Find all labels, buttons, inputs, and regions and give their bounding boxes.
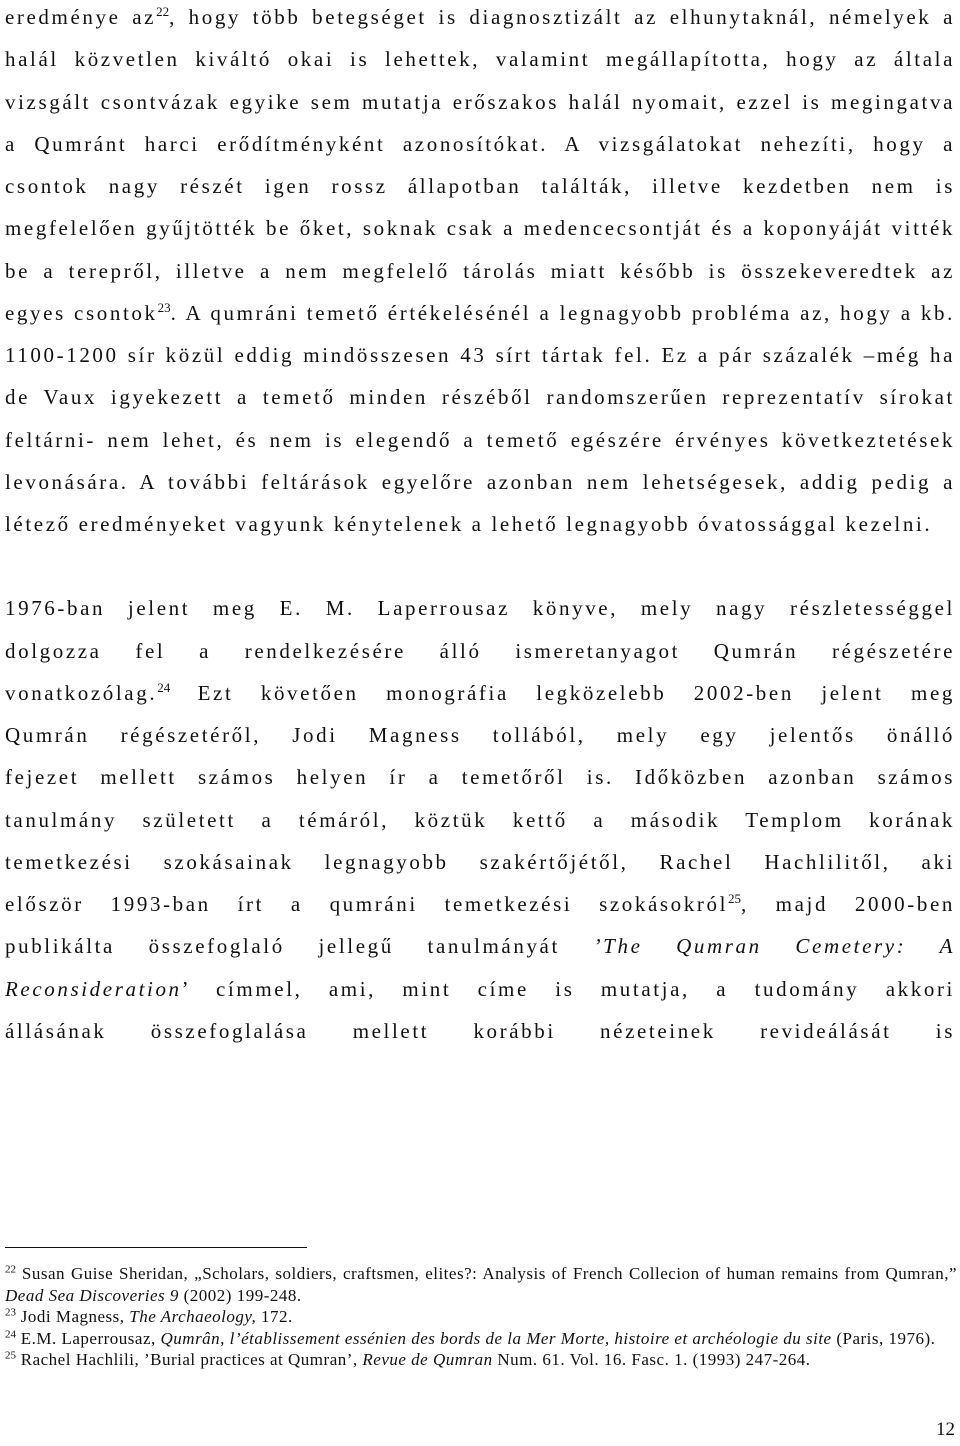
paragraph-1 (5, 0, 955, 545)
footnote-number: 25 (5, 1349, 16, 1362)
paragraph-2-line-5: fejezet mellett számos helyen ír a temetőről is. Időközben azonban számos (5, 765, 955, 790)
footnote-ref-22[interactable]: 22 (156, 4, 170, 19)
cited-title-start: ’The Qumran Cemetery: A (593, 934, 956, 959)
footnote-text: 172. (256, 1307, 293, 1326)
paragraph-2-line-6: tanulmány született a témáról, köztük kettő a második Templom korának (5, 807, 955, 832)
footnote-number: 23 (5, 1306, 16, 1319)
footnote-italic: Dead Sea Discoveries 9 (5, 1285, 179, 1305)
footnote-ref-25[interactable]: 25 (728, 891, 742, 906)
paragraph-2-line-11: állásának összefoglalása mellett korábbi nézeteinek revideálását is (5, 1018, 955, 1043)
line-3-start: vonatkozólag. (5, 680, 158, 705)
cited-title-end: Reconsideration (5, 976, 182, 1001)
footnote-text: (2002) 199-248. (178, 1285, 302, 1305)
paragraph-2-line-2: dolgozza fel a rendelkezésére álló ismeretanyagot Qumrán régészetére (5, 638, 955, 663)
footnote-22 (5, 1263, 957, 1306)
page-number: 12 (936, 1419, 955, 1440)
line-8-end: , majd 2000-ben (741, 892, 955, 916)
paragraph-2-line-7: temetkezési szokásainak legnagyobb szakértőjétől, Rachel Hachlilitől, aki (5, 849, 955, 874)
paragraph-2-line-4: Qumrán régészetéről, Jodi Magness tollából, mely egy jelentős önálló (5, 723, 955, 747)
footnote-23 (5, 1306, 957, 1328)
footnote-text: (Paris, 1976). (831, 1328, 936, 1348)
footnote-separator (5, 1247, 307, 1248)
footnote-ref-23[interactable]: 23 (157, 299, 171, 315)
footnote-italic: Qumrân, l’établissement essénien des bords de la Mer Morte, histoire et archéologie du site (160, 1328, 832, 1348)
paragraph-1-part-2: , hogy több betegséget is diagnosztizált az elhunytaknál, némelyek a halál közvetlen kiváltó okai is lehettek, valamint megállapította, hogy az általa vizsgált csontvázak egyike sem mutatja erőszakos halál nyomait, ezzel is megingatva a Qumránt harci erődítményként azonosítókat. A vizsgálatokat nehezíti, hogy a csontok nagy részét igen rossz állapotban találták, illetve kezdetben nem is megfelelően gyűjtötték be őket, soknak csak a medencecsontját és a koponyáját vitték be a terepről, illetve a nem megfelelő tárolás miatt később is összekeveredtek az egyes csontok (5, 5, 955, 325)
footnotes (5, 1263, 957, 1371)
footnote-text: Rachel Hachlili, ’Burial practices at Qumran’, (16, 1350, 363, 1369)
paragraph-2-line-3 (5, 672, 955, 714)
footnote-number: 22 (5, 1263, 16, 1276)
page-body (5, 0, 955, 1052)
paragraph-2-line-8 (5, 883, 955, 925)
footnote-text: E.M. Laperrousaz, (16, 1328, 161, 1348)
footnote-text: Jodi Magness, (16, 1307, 130, 1326)
footnote-number: 24 (5, 1327, 16, 1340)
footnote-24 (5, 1328, 957, 1350)
paragraph-2-line-1: 1976-ban jelent meg E. M. Laperrousaz könyve, mely nagy részletességgel (5, 596, 955, 621)
footnote-ref-24[interactable]: 24 (157, 679, 171, 695)
footnote-text: Susan Guise Sheridan, „Scholars, soldiers, craftsmen, elites?: Analysis of French Collecion of human remains from Qumran,” (16, 1264, 957, 1283)
line-9-start: publikálta összefoglaló jellegű tanulmányát (5, 934, 594, 959)
line-10-end: ’ címmel, ami, mint címe is mutatja, a tudomány akkori (181, 976, 955, 1001)
paragraph-2 (5, 587, 955, 1052)
paragraph-1-part-3: . A qumráni temető értékelésénél a legnagyobb probléma az, hogy a kb. 1100-1200 sír közül eddig mindösszesen 43 sírt tártak fel. Ez a pár százalék –még ha de Vaux igyekezett a temető minden részéből randomszerűen reprezentatív sírokat feltárni- nem lehet, és nem is elegendő a temető egészére érvényes következtetések levonására. A további feltárások egyelőre azonban nem lehetségesek, addig pedig a létező eredményeket vagyunk kénytelenek a lehető legnagyobb óvatossággal kezelni. (5, 300, 955, 536)
footnote-italic: Revue de Qumran (362, 1350, 493, 1369)
footnote-italic: The Archaeology, (129, 1307, 257, 1326)
footnote-text: Num. 61. Vol. 16. Fasc. 1. (1993) 247-264. (492, 1350, 811, 1369)
paragraph-2-line-10 (5, 968, 955, 1010)
paragraph-2-line-9 (5, 925, 955, 967)
line-3-end: Ezt követően monográfia legközelebb 2002-ben jelent meg (170, 680, 955, 705)
footnote-25 (5, 1349, 957, 1371)
line-8-start: először 1993-ban írt a qumráni temetkezési szokásokról (5, 892, 729, 916)
paragraph-1-part-1: eredménye az (5, 5, 157, 29)
